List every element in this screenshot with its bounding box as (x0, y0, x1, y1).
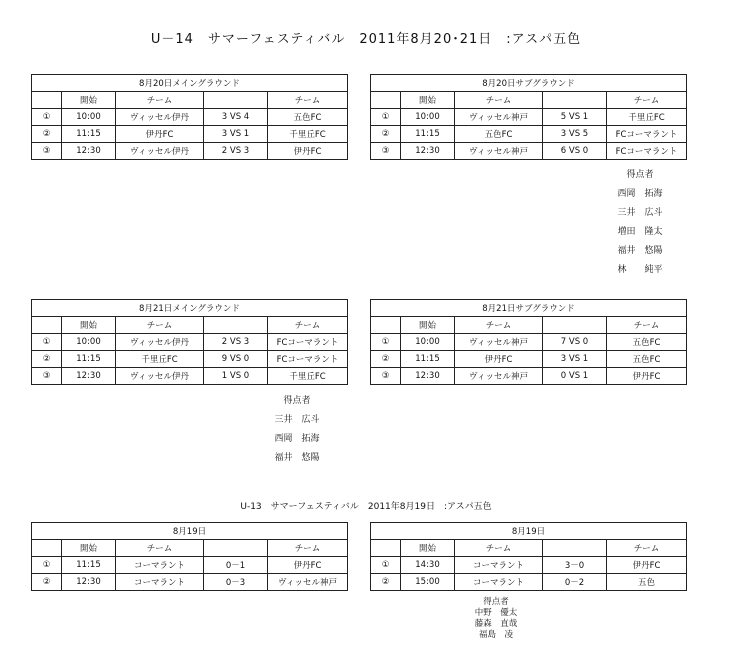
table-row (371, 574, 687, 591)
team2: FCコーマラント (268, 334, 348, 351)
scorer-name: 中野 優太 (474, 608, 518, 618)
table-row (371, 368, 687, 385)
team-header: チーム (116, 92, 204, 109)
team2: 五色 (607, 574, 687, 591)
table-row (32, 368, 348, 385)
team-header: チーム (455, 92, 543, 109)
team-header: チーム (607, 317, 687, 334)
start-header: 開始 (62, 317, 116, 334)
match-time: 12:30 (401, 368, 455, 385)
scorer-name: 三井 広斗 (617, 208, 663, 218)
match-number: ② (371, 574, 401, 591)
score: 5 VS 1 (543, 109, 607, 126)
scorers-list (600, 166, 680, 280)
match-number: ② (371, 351, 401, 368)
team2: 五色FC (607, 351, 687, 368)
team-header: チーム (116, 317, 204, 334)
match-number: ② (32, 351, 62, 368)
team1: 伊丹FC (116, 126, 204, 143)
match-number: ③ (371, 143, 401, 160)
match-number: ① (32, 334, 62, 351)
table-row (371, 334, 687, 351)
scorer-name: 福井 悠陽 (617, 246, 663, 256)
team2: 伊丹FC (607, 368, 687, 385)
match-number: ① (371, 334, 401, 351)
match-number: ① (371, 109, 401, 126)
table-row (371, 143, 687, 160)
scorer-name: 藤森 直哉 (474, 619, 518, 629)
scorer-name: 三井 広斗 (274, 415, 320, 425)
table-row (32, 557, 348, 574)
match-time: 10:00 (62, 109, 116, 126)
team2: 伊丹FC (268, 143, 348, 160)
header-row (371, 317, 687, 334)
table-row (32, 126, 348, 143)
team2: 伊丹FC (268, 557, 348, 574)
team1: ヴィッセル神戸 (455, 334, 543, 351)
scorer-name: 福井 悠陽 (274, 453, 320, 463)
team1: ヴィッセル神戸 (455, 143, 543, 160)
match-time: 12:30 (62, 574, 116, 591)
team1: コーマラント (116, 557, 204, 574)
match-number: ③ (32, 368, 62, 385)
schedule-table-aug19-right (370, 522, 687, 591)
team1: 五色FC (455, 126, 543, 143)
team-header: チーム (455, 317, 543, 334)
match-time: 11:15 (401, 126, 455, 143)
header-row (371, 540, 687, 557)
team-header: チーム (268, 540, 348, 557)
table-caption: 8月20日サブグラウンド (371, 75, 687, 92)
score: 3－0 (543, 557, 607, 574)
team2: 千里丘FC (268, 368, 348, 385)
team2: 千里丘FC (268, 126, 348, 143)
team2: 五色FC (268, 109, 348, 126)
schedule-table-aug21-sub (370, 299, 687, 385)
score: 1 VS 0 (204, 368, 268, 385)
table-row (32, 574, 348, 591)
team1: ヴィッセル伊丹 (116, 368, 204, 385)
score: 6 VS 0 (543, 143, 607, 160)
team1: 伊丹FC (455, 351, 543, 368)
team2: ヴィッセル神戸 (268, 574, 348, 591)
match-time: 12:30 (62, 143, 116, 160)
match-time: 11:15 (62, 557, 116, 574)
match-time: 12:30 (62, 368, 116, 385)
scorers-label: 得点者 (283, 396, 311, 406)
scorers-list (257, 392, 337, 468)
team1: ヴィッセル伊丹 (116, 109, 204, 126)
match-number: ② (371, 126, 401, 143)
match-number: ③ (32, 143, 62, 160)
team1: ヴィッセル伊丹 (116, 334, 204, 351)
match-number: ② (32, 126, 62, 143)
scorer-name: 増田 隆太 (617, 227, 663, 237)
match-time: 10:00 (401, 109, 455, 126)
score: 3 VS 1 (204, 126, 268, 143)
header-row (371, 92, 687, 109)
score: 2 VS 3 (204, 143, 268, 160)
header-row (32, 540, 348, 557)
score: 0－1 (204, 557, 268, 574)
table-caption: 8月20日メイングラウンド (32, 75, 348, 92)
table-row (371, 126, 687, 143)
team-header: チーム (116, 540, 204, 557)
team2: 五色FC (607, 334, 687, 351)
scorer-name: 林 純平 (617, 265, 663, 275)
team1: ヴィッセル神戸 (455, 109, 543, 126)
score: 0－2 (543, 574, 607, 591)
table-row (32, 334, 348, 351)
team2: 伊丹FC (607, 557, 687, 574)
table-row (371, 109, 687, 126)
match-number: ① (32, 557, 62, 574)
start-header: 開始 (401, 317, 455, 334)
table-caption: 8月21日メイングラウンド (32, 300, 348, 317)
table-row (32, 351, 348, 368)
schedule-table-aug19-left (31, 522, 348, 591)
team-header: チーム (455, 540, 543, 557)
header-row (32, 317, 348, 334)
schedule-table-aug21-main (31, 299, 348, 385)
team1: コーマラント (116, 574, 204, 591)
score: 7 VS 0 (543, 334, 607, 351)
match-time: 11:15 (401, 351, 455, 368)
match-time: 10:00 (62, 334, 116, 351)
table-caption: 8月19日 (371, 523, 687, 540)
match-time: 11:15 (62, 126, 116, 143)
match-number: ② (32, 574, 62, 591)
table-row (371, 557, 687, 574)
match-number: ③ (371, 368, 401, 385)
page-title: U－14 サマーフェスティバル 2011年8月20･21日 :アスパ五色 (150, 32, 582, 47)
scorers-label: 得点者 (626, 170, 654, 180)
start-header: 開始 (401, 540, 455, 557)
table-row (371, 351, 687, 368)
score: 9 VS 0 (204, 351, 268, 368)
scorer-name: 西岡 拓海 (274, 434, 320, 444)
match-time: 14:30 (401, 557, 455, 574)
scorers-label: 得点者 (483, 597, 509, 607)
team1: コーマラント (455, 574, 543, 591)
team1: ヴィッセル神戸 (455, 368, 543, 385)
u13-title: U-13 サマーフェスティバル 2011年8月19日 :アスパ五色 (240, 502, 492, 512)
team-header: チーム (268, 317, 348, 334)
table-row (32, 109, 348, 126)
team2: FCコーマラント (607, 126, 687, 143)
table-caption: 8月21日サブグラウンド (371, 300, 687, 317)
team2: FCコーマラント (607, 143, 687, 160)
scorers-list (456, 597, 536, 641)
team1: ヴィッセル伊丹 (116, 143, 204, 160)
match-number: ① (32, 109, 62, 126)
schedule-table-aug20-sub (370, 74, 687, 160)
team-header: チーム (607, 540, 687, 557)
score: 3 VS 4 (204, 109, 268, 126)
table-row (32, 143, 348, 160)
start-header: 開始 (62, 540, 116, 557)
table-caption: 8月19日 (32, 523, 348, 540)
scorer-name: 西岡 拓海 (617, 189, 663, 199)
start-header: 開始 (62, 92, 116, 109)
score: 3 VS 1 (543, 351, 607, 368)
match-time: 15:00 (401, 574, 455, 591)
score: 0 VS 1 (543, 368, 607, 385)
match-time: 11:15 (62, 351, 116, 368)
match-time: 10:00 (401, 334, 455, 351)
header-row (32, 92, 348, 109)
team-header: チーム (268, 92, 348, 109)
match-number: ① (371, 557, 401, 574)
team2: 千里丘FC (607, 109, 687, 126)
score: 0－3 (204, 574, 268, 591)
schedule-table-aug20-main (31, 74, 348, 160)
team1: コーマラント (455, 557, 543, 574)
team2: FCコーマラント (268, 351, 348, 368)
team1: 千里丘FC (116, 351, 204, 368)
score: 3 VS 5 (543, 126, 607, 143)
score: 2 VS 3 (204, 334, 268, 351)
match-time: 12:30 (401, 143, 455, 160)
start-header: 開始 (401, 92, 455, 109)
scorer-name: 福島 凌 (478, 630, 513, 640)
team-header: チーム (607, 92, 687, 109)
